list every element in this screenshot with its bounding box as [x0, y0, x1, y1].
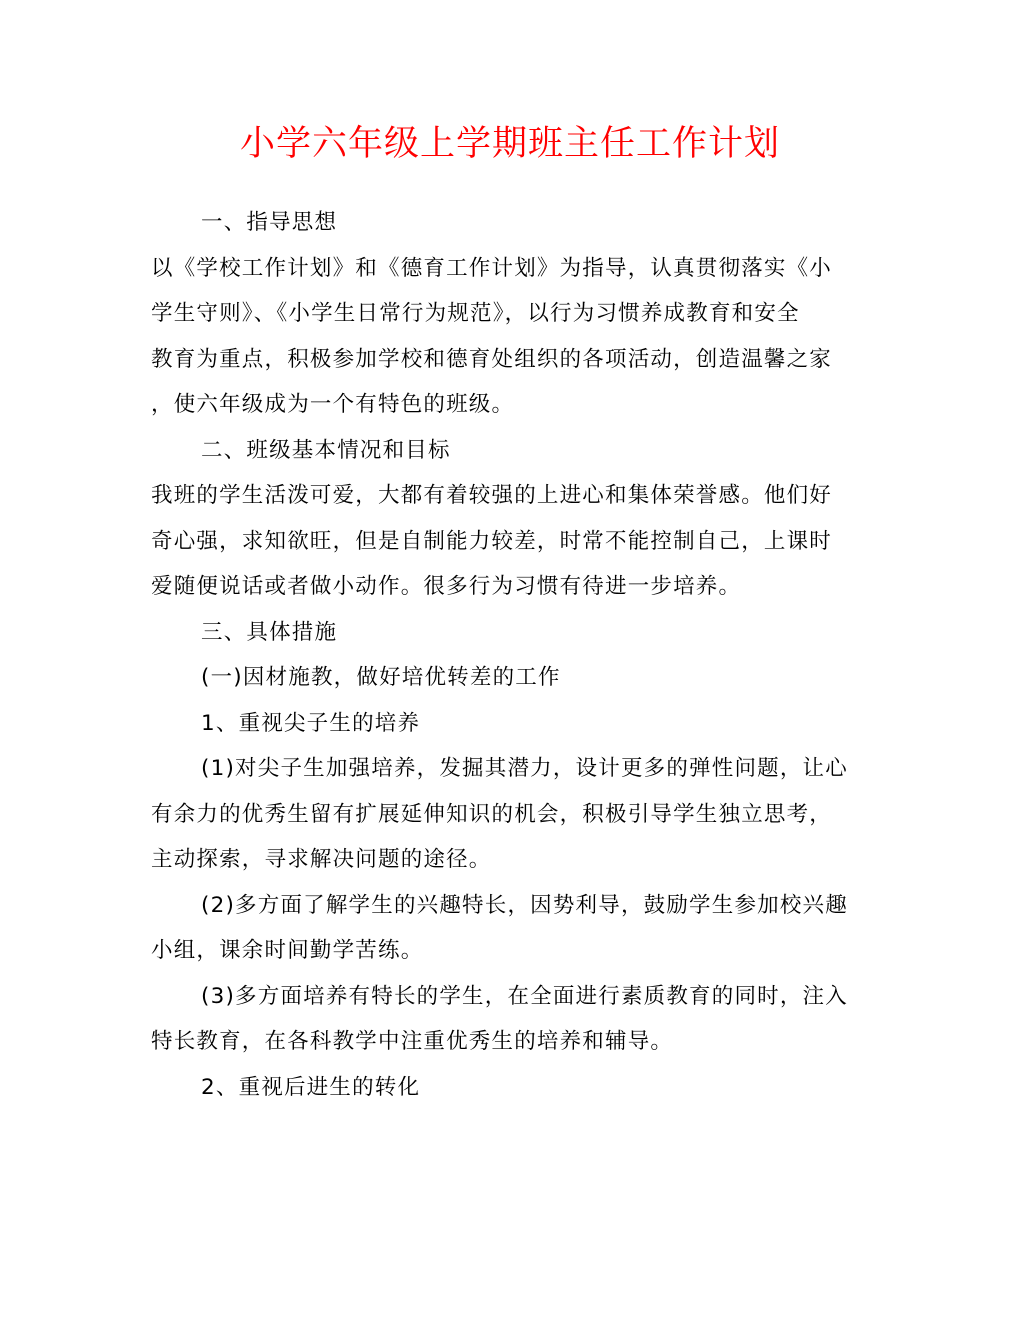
paragraph-line: 奇心强，求知欲旺，但是自制能力较差，时常不能控制自己，上课时 — [151, 529, 833, 554]
paragraph-line: (1)对尖子生加强培养，发掘其潜力，设计更多的弹性问题，让心 — [201, 756, 848, 781]
paragraph-line: 爱随便说话或者做小动作。很多行为习惯有待进一步培养。 — [151, 574, 742, 599]
paragraph-line: 小组，课余时间勤学苦练。 — [151, 938, 424, 963]
document-title: 小学六年级上学期班主任工作计划 — [239, 124, 780, 164]
heading-class-situation: 二、班级基本情况和目标 — [201, 438, 451, 463]
paragraph-line: 以《学校工作计划》和《德育工作计划》为指导，认真贯彻落实《小 — [151, 256, 833, 281]
subheading-struggling-students: 2、重视后进生的转化 — [201, 1075, 421, 1100]
paragraph-line: (2)多方面了解学生的兴趣特长，因势利导，鼓励学生参加校兴趣 — [201, 893, 848, 918]
paragraph-line: 我班的学生活泼可爱，大都有着较强的上进心和集体荣誉感。他们好 — [151, 483, 833, 508]
paragraph-line: 主动探索，寻求解决问题的途径。 — [151, 847, 492, 872]
paragraph-line: 特长教育，在各科教学中注重优秀生的培养和辅导。 — [151, 1029, 674, 1054]
heading-guiding-ideology: 一、指导思想 — [201, 210, 338, 235]
paragraph-line: 学生守则》、《小学生日常行为规范》，以行为习惯养成教育和安全 — [151, 301, 800, 326]
paragraph-line: (3)多方面培养有特长的学生，在全面进行素质教育的同时，注入 — [201, 984, 848, 1009]
subheading-teaching-by-aptitude: (一)因材施教，做好培优转差的工作 — [201, 665, 561, 690]
subheading-top-students: 1、重视尖子生的培养 — [201, 711, 421, 736]
paragraph-line: ，使六年级成为一个有特色的班级。 — [151, 392, 515, 417]
heading-specific-measures: 三、具体措施 — [201, 620, 338, 645]
paragraph-line: 教育为重点，积极参加学校和德育处组织的各项活动，创造温馨之家 — [151, 347, 833, 372]
paragraph-line: 有余力的优秀生留有扩展延伸知识的机会，积极引导学生独立思考， — [151, 802, 833, 827]
